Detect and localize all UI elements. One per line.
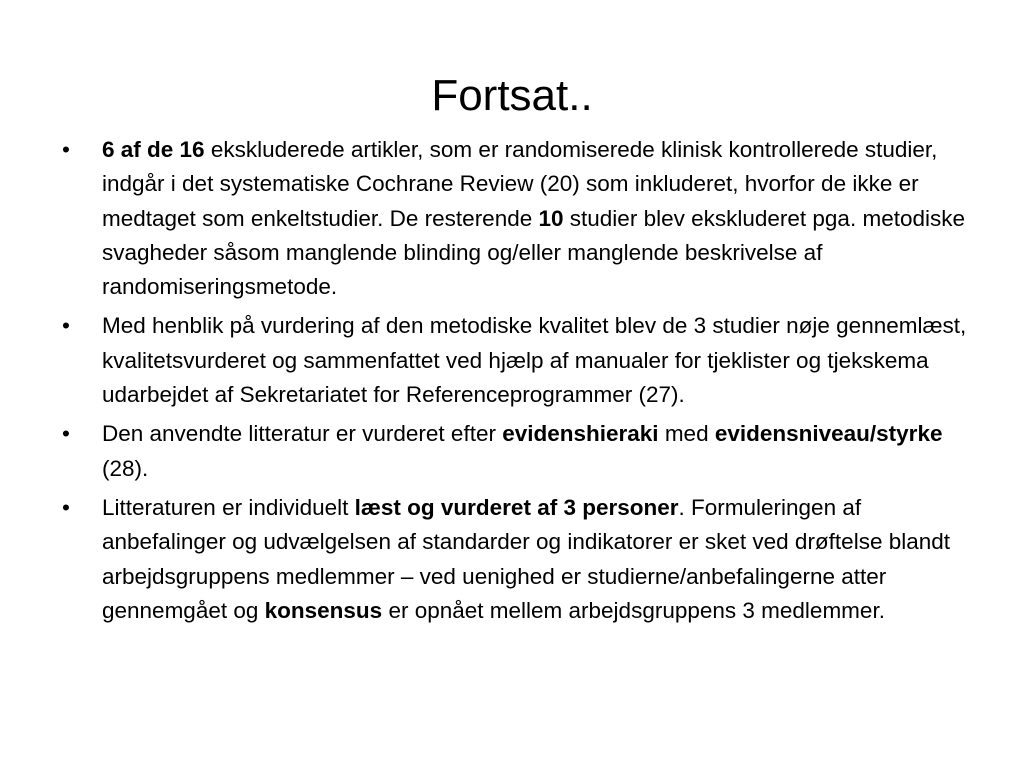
bullet-item	[62, 417, 977, 486]
slide-title: Fortsat..	[431, 71, 593, 120]
bullet-list	[62, 133, 977, 633]
bullet-text-segment: Den anvendte litteratur er vurderet efter	[102, 421, 503, 447]
bullet-text-segment: evidensniveau/styrke	[714, 421, 943, 447]
bullet-item	[62, 309, 977, 412]
bullet-text-segment: Litteraturen er individuelt	[102, 494, 355, 520]
bullet-text-segment: med	[658, 421, 715, 447]
bullet-dot-icon: •	[62, 421, 70, 447]
bullet-text-segment: 10	[538, 205, 564, 231]
bullet-text-segment: studier blev ekskluderet pga. metodiske svagheder såsom manglende blinding og/eller manglende beskrivelse af randomiseringsmetode.	[102, 205, 965, 300]
bullet-text-segment: evidenshieraki	[502, 421, 659, 447]
bullet-text-segment: er opnået mellem arbejdsgruppens 3 medlemmer.	[382, 597, 885, 623]
bullet-dot-icon: •	[62, 494, 70, 520]
bullet-text-segment: 6 af de 16	[102, 137, 205, 162]
bullet-item	[62, 491, 977, 628]
bullet-text-segment: ekskluderede artikler, som er randomiserede klinisk kontrollerede studier, indgår i det systematiske Cochrane Review (20) som inkluderet, hvorfor de ikke er medtaget som enkeltstudier. De resterende	[102, 137, 938, 231]
bullet-text-segment: (28).	[102, 455, 149, 481]
bullet-text-segment: . Formuleringen af anbefalinger og udvælgelsen af standarder og indikatorer er sket ved drøftelse blandt arbejdsgruppens medlemmer – ved uenighed er studierne/anbefalingerne atter gennemgået og	[102, 494, 951, 623]
bullet-dot-icon: •	[62, 137, 70, 162]
bullet-text-segment: konsensus	[264, 597, 383, 623]
bullet-text-segment: Med henblik på vurdering af den metodiske kvalitet blev de 3 studier nøje gennemlæst, kvalitetsvurderet og sammenfattet ved hjælp af manualer for tjeklister og tjekskema udarbejdet af Sekretariatet for Referenceprogrammer (27).	[102, 313, 967, 408]
bullet-dot-icon: •	[62, 313, 70, 339]
bullet-text-segment: læst og vurderet af 3 personer	[354, 494, 679, 520]
bullet-item	[62, 133, 977, 304]
